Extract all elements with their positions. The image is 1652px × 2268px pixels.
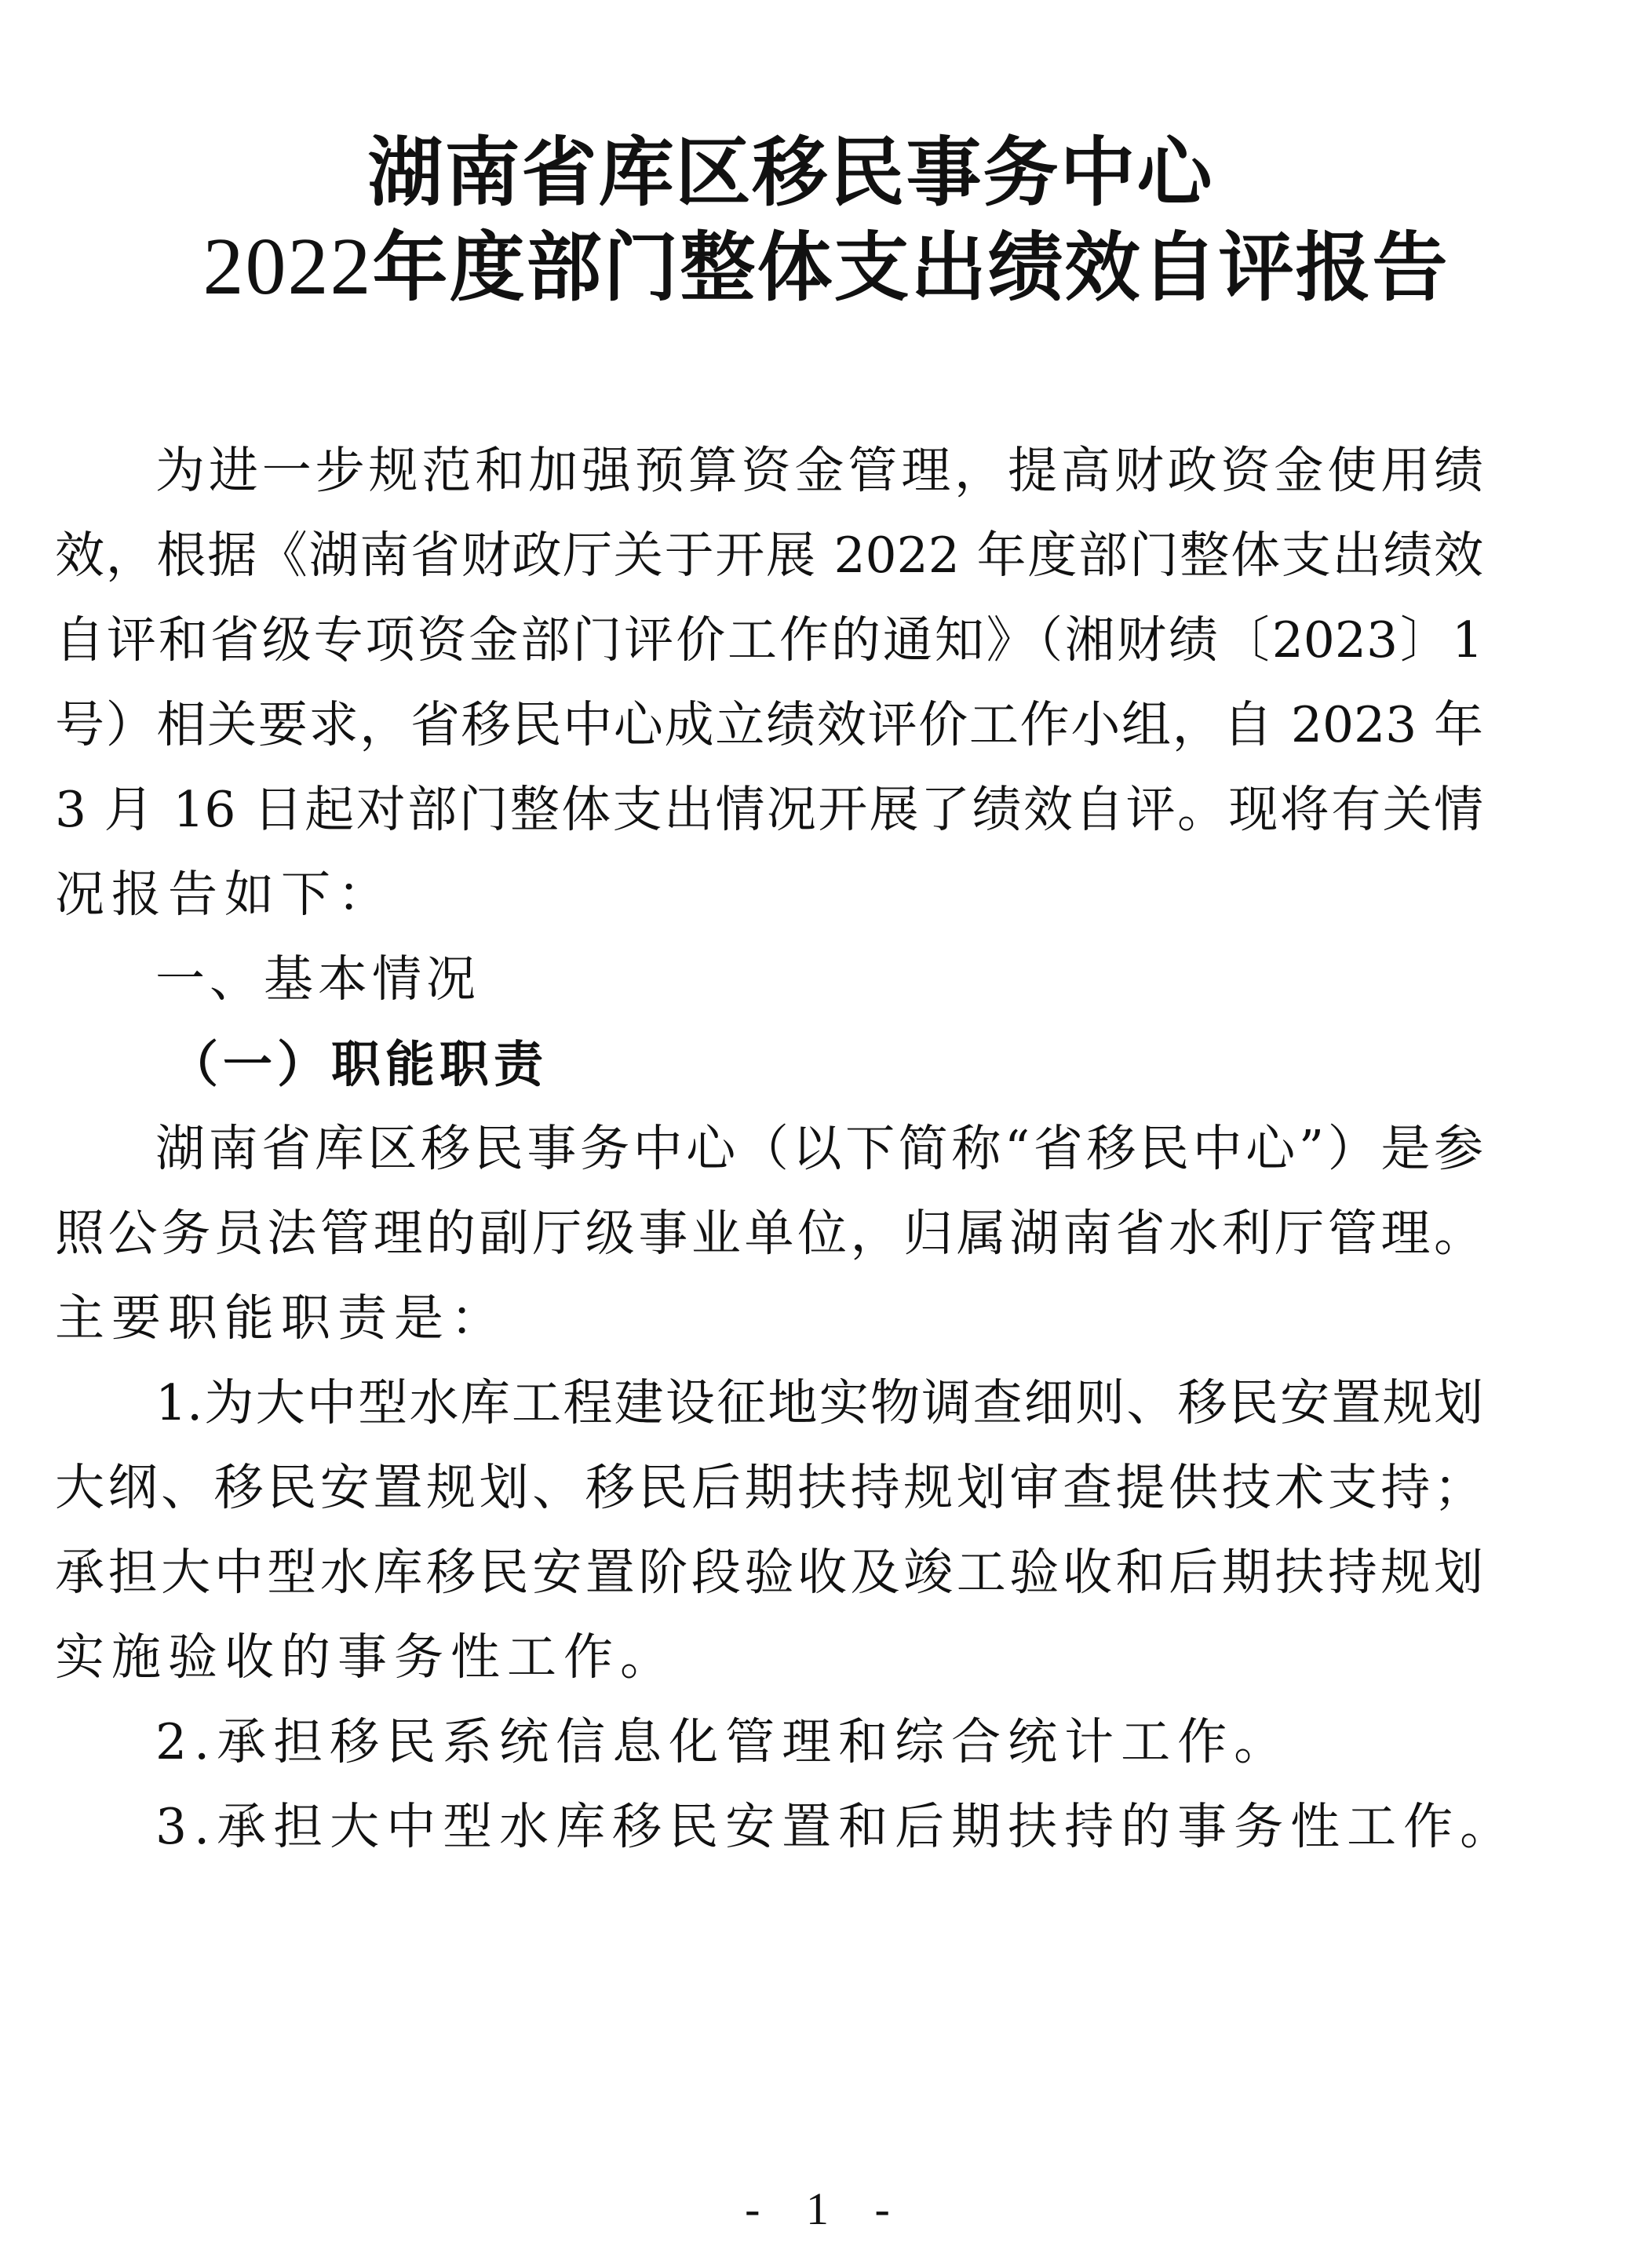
title-year: 2022 (202, 221, 373, 312)
title-line-2 (0, 220, 1652, 315)
intro-line-1: 为进一步规范和加强预算资金管理，提高财政资金使用绩 (155, 442, 1483, 499)
title-line-2-text: 年度部门整体支出绩效自评报告 (372, 224, 1450, 312)
duties-intro-line-2: 照公务员法管理的副厅级事业单位，归属湖南省水利厅管理。 (55, 1205, 1483, 1262)
duty-1-line-3: 承担大中型水库移民安置阶段验收及竣工验收和后期扶持规划 (55, 1544, 1483, 1601)
duty-2: 2.承担移民系统信息化管理和综合统计工作。 (155, 1713, 1291, 1770)
duties-intro-line-3: 主要职能职责是： (55, 1289, 507, 1347)
duty-1-line-2: 大纲、移民安置规划、移民后期扶持规划审查提供技术支持； (55, 1459, 1483, 1516)
intro-line-3: 自评和省级专项资金部门评价工作的通知》（湘财绩〔2023〕1 (55, 611, 1483, 669)
subsection-heading: （一）职能职责 (169, 1035, 548, 1093)
intro-line-2: 效，根据《湖南省财政厅关于开展 2022 年度部门整体支出绩效 (55, 527, 1483, 584)
page-number: - 1 - (745, 2183, 907, 2234)
duty-3: 3.承担大中型水库移民安置和后期扶持的事务性工作。 (155, 1798, 1517, 1855)
intro-line-6: 况报告如下： (55, 866, 394, 923)
duty-1-line-1: 1.为大中型水库工程建设征地实物调查细则、移民安置规划 (155, 1374, 1483, 1431)
intro-line-4: 号）相关要求，省移民中心成立绩效评价工作小组，自 2023 年 (55, 696, 1483, 753)
duty-1-line-4: 实施验收的事务性工作。 (55, 1628, 676, 1686)
duties-intro-line-1: 湖南省库区移民事务中心（以下简称“省移民中心”）是参 (155, 1120, 1483, 1177)
title-line-1: 湖南省库区移民事务中心 (367, 129, 1214, 217)
section-heading: 一、基本情况 (155, 950, 480, 1008)
intro-line-5: 3 月 16 日起对部门整体支出情况开展了绩效自评。现将有关情 (55, 781, 1483, 838)
